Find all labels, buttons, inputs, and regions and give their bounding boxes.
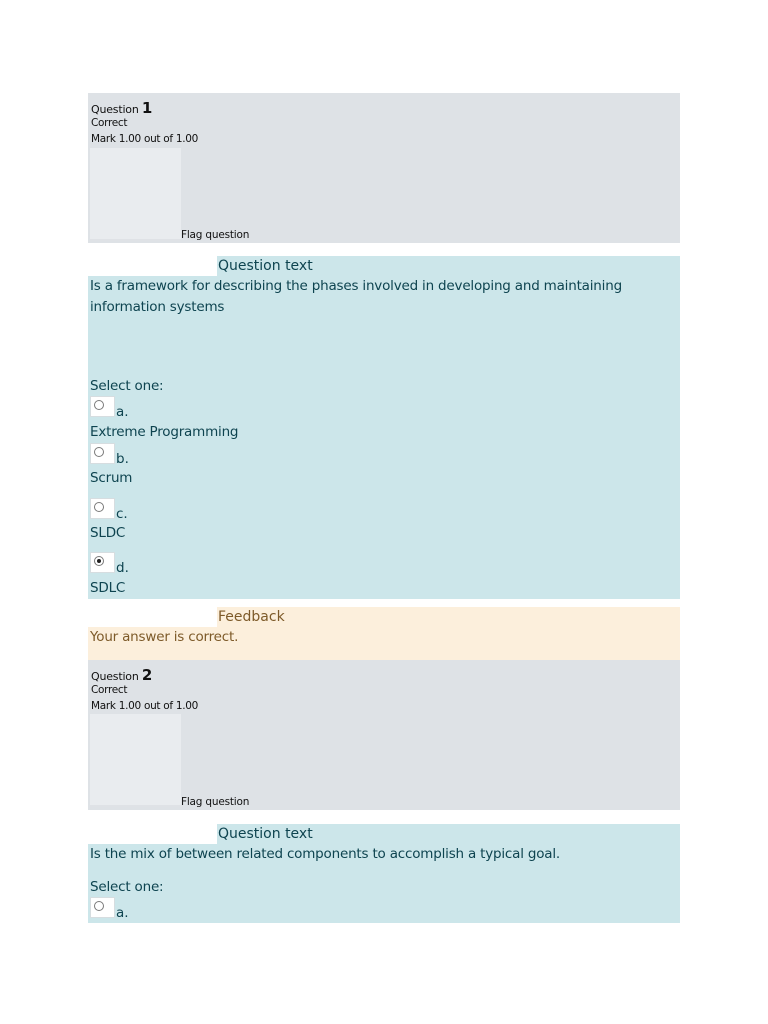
option-d-radio[interactable] <box>90 552 115 573</box>
question-1-title <box>91 99 152 117</box>
feedback-heading: Feedback <box>217 607 680 628</box>
question-2-content <box>88 844 680 923</box>
flag-question-link[interactable]: Flag question <box>181 796 250 808</box>
option-a-radio[interactable] <box>90 396 115 417</box>
option-b-letter: b. <box>116 451 129 467</box>
option-d-letter: d. <box>116 560 129 576</box>
feedback-text: Your answer is correct. <box>90 629 239 645</box>
question-prompt-line-1: Is the mix of between related components to accomplish a typical goal. <box>90 846 561 862</box>
option-b-radio[interactable] <box>90 443 115 464</box>
flag-question-link[interactable]: Flag question <box>181 229 250 241</box>
option-d-text[interactable]: SDLC <box>90 580 126 596</box>
option-a-letter: a. <box>116 905 129 921</box>
question-label: Question <box>91 670 139 683</box>
question-prompt-line-2: information systems <box>90 299 225 315</box>
option-c-text[interactable]: SLDC <box>90 525 126 541</box>
question-label: Question <box>91 103 139 116</box>
select-one-label: Select one: <box>90 378 164 394</box>
option-c-radio[interactable] <box>90 498 115 519</box>
question-state: Correct <box>91 684 128 696</box>
question-2-title <box>91 666 152 684</box>
flag-icon[interactable] <box>90 148 181 241</box>
question-text-heading: Question text <box>217 256 680 276</box>
feedback-content <box>88 627 680 660</box>
select-one-label: Select one: <box>90 879 164 895</box>
question-grade: Mark 1.00 out of 1.00 <box>91 133 199 145</box>
question-state: Correct <box>91 117 128 129</box>
question-prompt-line-1: Is a framework for describing the phases involved in developing and maintaining <box>90 278 622 294</box>
option-c-letter: c. <box>116 506 128 522</box>
option-b-text[interactable]: Scrum <box>90 470 133 486</box>
question-text-heading: Question text <box>217 824 680 844</box>
question-number: 2 <box>141 666 153 684</box>
question-1-content <box>88 276 680 599</box>
option-a-letter: a. <box>116 404 129 420</box>
question-number: 1 <box>141 99 153 117</box>
question-grade: Mark 1.00 out of 1.00 <box>91 700 199 712</box>
flag-icon[interactable] <box>90 714 181 807</box>
option-a-text[interactable]: Extreme Programming <box>90 424 239 440</box>
question-2-info <box>88 660 680 810</box>
question-1-info <box>88 93 680 243</box>
option-a-radio[interactable] <box>90 897 115 918</box>
